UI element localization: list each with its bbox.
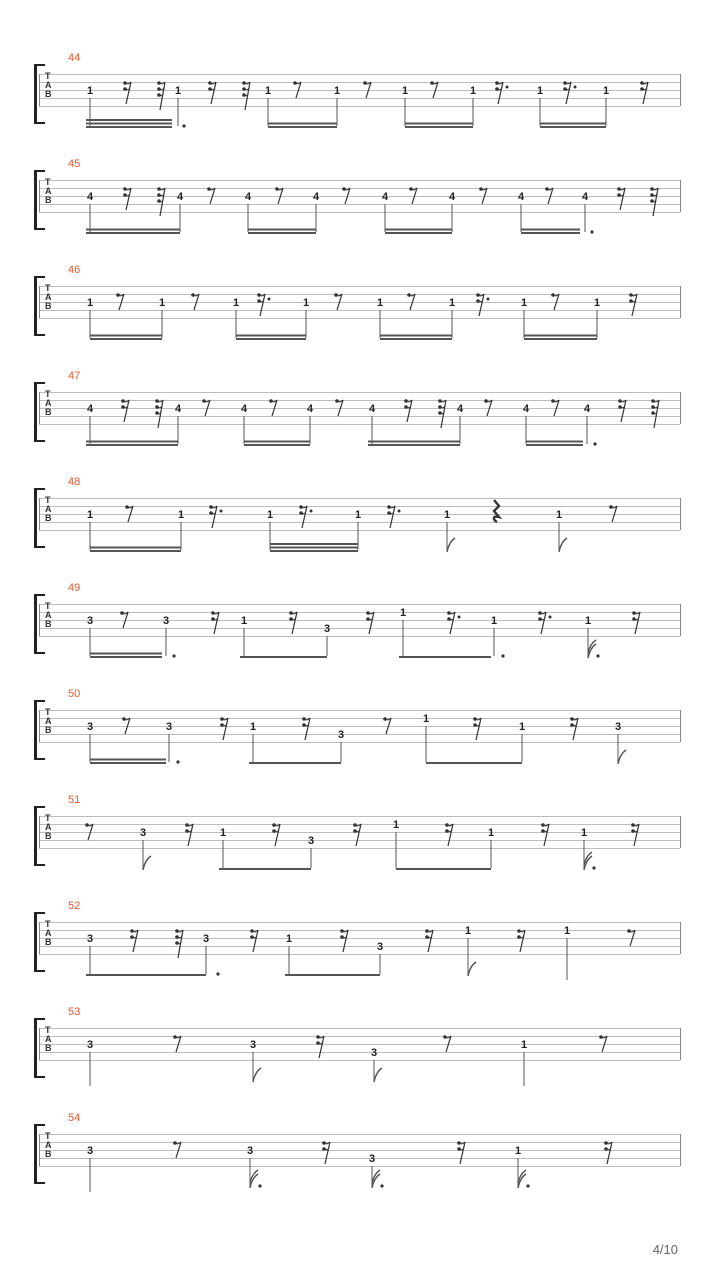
tab-clef-letter: A [45,1034,52,1044]
tab-clef-letter: T [45,1025,51,1035]
rest-16th-dot [299,505,312,528]
rest-32nd [242,81,250,110]
tab-system-52 [0,900,720,1006]
rest-8th [85,823,93,840]
rest-16th [366,611,374,634]
tab-clef-letter: T [45,389,51,399]
beam [380,338,452,340]
fret-number: 3 [202,933,210,945]
rest-16th [130,929,138,952]
beam [385,229,452,231]
rest-16th [445,823,453,846]
rest-16th [631,823,639,846]
fret-number: 4 [368,403,376,415]
beam [521,232,580,234]
fret-number: 1 [354,509,362,521]
fret-number: 1 [86,297,94,309]
tab-system-44 [0,52,720,158]
rest-8th [335,399,343,416]
fret-number: 3 [86,933,94,945]
beam [524,338,597,340]
beam [240,656,327,658]
dot [501,654,504,657]
rest-16th [473,717,481,740]
fret-number: 3 [165,721,173,733]
rest-quarter [494,500,499,522]
rest-8th [443,1035,451,1052]
rest-32nd [157,81,165,110]
tab-clef-letter: T [45,71,51,81]
fret-number: 1 [86,85,94,97]
rest-8th [293,81,301,98]
fret-number: 3 [86,1039,94,1051]
measure-number: 52 [68,900,81,912]
beam [524,335,597,337]
rest-8th [551,399,559,416]
rest-8th [383,717,391,734]
tab-clef-letter: A [45,80,52,90]
fret-number: 1 [174,85,182,97]
beam [90,762,166,764]
beam [426,762,522,764]
note-flag [143,856,151,870]
tab-clef-letter: T [45,707,51,717]
fret-number: 1 [333,85,341,97]
beam [526,444,583,446]
tab-clef-letter: A [45,186,52,196]
rest-8th [363,81,371,98]
tab-clef-letter: T [45,601,51,611]
beam [396,868,491,870]
note-flag [468,962,476,976]
rest-16th [457,1141,465,1164]
tab-clef-letter: A [45,398,52,408]
beam [244,441,310,443]
fret-number: 1 [177,509,185,521]
fret-number: 1 [555,509,563,521]
tab-clef-letter: T [45,177,51,187]
rest-8th [173,1141,181,1158]
rest-8th [191,293,199,310]
fret-number: 4 [86,191,94,203]
fret-number: 1 [593,297,601,309]
beam [219,868,311,870]
note-flag [518,1170,526,1183]
fret-number: 1 [464,925,472,937]
rest-16th [570,717,578,740]
fret-number: 4 [306,403,314,415]
rest-8th [609,505,617,522]
beam [526,441,583,443]
rest-8th [479,187,487,204]
fret-number: 3 [246,1145,254,1157]
rest-8th [269,399,277,416]
beam [270,543,358,545]
tab-clef-letter: T [45,495,51,505]
beam [248,232,316,234]
beam [268,123,337,125]
fret-number: 1 [487,827,495,839]
fret-number: 1 [518,721,526,733]
tab-clef-letter: B [45,301,52,311]
fret-number: 1 [266,509,274,521]
rest-16th [289,611,297,634]
tab-clef-letter: T [45,919,51,929]
fret-number: 3 [307,835,315,847]
fret-number: 1 [401,85,409,97]
fret-number: 3 [86,1145,94,1157]
fret-number: 1 [563,925,571,937]
rest-16th [123,81,131,104]
rest-16th [632,611,640,634]
note-flag [372,1170,380,1183]
fret-number: 3 [323,623,331,635]
fret-number: 4 [456,403,464,415]
beam [86,123,172,125]
rest-8th [275,187,283,204]
beam [405,123,473,125]
tab-system-50 [0,688,720,794]
fret-number: 4 [244,191,252,203]
fret-number: 1 [86,509,94,521]
rest-8th [120,611,128,628]
rest-8th [342,187,350,204]
rest-16th [353,823,361,846]
beam [244,444,310,446]
tab-clef-letter: A [45,504,52,514]
rest-32nd [175,929,183,958]
tab-clef-letter: B [45,89,52,99]
tab-clef-letter: A [45,928,52,938]
tab-system-47 [0,370,720,476]
rest-8th [334,293,342,310]
notation-layer [0,370,720,476]
fret-number: 3 [376,941,384,953]
note-flag [374,1068,382,1082]
page-number: 4/10 [652,1242,678,1257]
notation-layer [0,794,720,900]
fret-number: 4 [86,403,94,415]
rest-8th [125,505,133,522]
rest-16th-dot [209,505,222,528]
fret-number: 1 [422,713,430,725]
tab-system-45 [0,158,720,264]
notation-layer [0,688,720,794]
notation-layer [0,1006,720,1112]
beam [540,126,606,128]
beam [248,229,316,231]
dot [216,972,219,975]
rest-16th-dot [447,611,460,634]
rest-16th [541,823,549,846]
rest-8th [430,81,438,98]
fret-number: 1 [469,85,477,97]
dot [380,1184,383,1187]
rest-32nd [438,399,446,428]
tab-clef-letter: B [45,1149,52,1159]
tab-clef-letter: T [45,813,51,823]
tab-system-53 [0,1006,720,1112]
beam [368,441,460,443]
beam [86,232,180,234]
fret-number: 1 [392,819,400,831]
rest-16th [322,1141,330,1164]
beam [86,229,180,231]
rest-16th-dot [563,81,576,104]
beam [368,444,460,446]
tab-clef-letter: B [45,831,52,841]
tab-system-51 [0,794,720,900]
rest-16th [185,823,193,846]
fret-number: 3 [249,1039,257,1051]
rest-16th [211,611,219,634]
rest-8th [116,293,124,310]
fret-number: 1 [399,607,407,619]
measure-number: 47 [68,370,81,382]
rest-8th [407,293,415,310]
notation-layer [0,264,720,370]
rest-16th [208,81,216,104]
fret-number: 1 [158,297,166,309]
fret-number: 1 [448,297,456,309]
fret-number: 3 [86,721,94,733]
dot [258,1184,261,1187]
note-flag [618,750,626,764]
fret-number: 1 [232,297,240,309]
rest-16th-dot [387,505,400,528]
dot [172,654,175,657]
fret-number: 1 [264,85,272,97]
beam [236,335,306,337]
fret-number: 1 [285,933,293,945]
rest-16th [425,929,433,952]
measure-number: 54 [68,1112,81,1124]
rest-32nd [651,399,659,428]
beam [380,335,452,337]
rest-16th-dot [495,81,508,104]
measure-number: 48 [68,476,81,488]
note-flag [253,1068,261,1082]
dot [592,866,595,869]
beam [385,232,452,234]
rest-8th [173,1035,181,1052]
fret-number: 1 [584,615,592,627]
note-flag [588,640,596,653]
fret-number: 1 [520,1039,528,1051]
beam [249,762,341,764]
notation-layer [0,582,720,688]
fret-number: 1 [602,85,610,97]
fret-number: 4 [448,191,456,203]
fret-number: 3 [370,1047,378,1059]
dot [526,1184,529,1187]
beam [86,119,172,121]
fret-number: 4 [176,191,184,203]
dot [593,442,596,445]
measure-number: 51 [68,794,81,806]
rest-16th-dot [476,293,489,316]
beam [399,656,491,658]
rest-16th [617,187,625,210]
fret-number: 4 [522,403,530,415]
rest-16th [604,1141,612,1164]
fret-number: 1 [536,85,544,97]
fret-number: 4 [517,191,525,203]
beam [236,338,306,340]
beam [285,974,380,976]
measure-number: 44 [68,52,81,64]
dot [182,124,185,127]
rest-8th [409,187,417,204]
rest-16th [220,717,228,740]
fret-number: 1 [302,297,310,309]
fret-number: 1 [219,827,227,839]
fret-number: 3 [337,729,345,741]
measure-number: 49 [68,582,81,594]
rest-16th [618,399,626,422]
rest-8th [627,929,635,946]
note-flag [559,538,567,552]
fret-number: 1 [514,1145,522,1157]
rest-32nd [157,187,165,216]
fret-number: 3 [86,615,94,627]
fret-number: 3 [614,721,622,733]
tab-clef-letter: A [45,716,52,726]
fret-number: 1 [520,297,528,309]
tab-clef-letter: B [45,1043,52,1053]
beam [540,123,606,125]
rest-8th [545,187,553,204]
notation-layer [0,52,720,158]
tab-clef-letter: B [45,619,52,629]
rest-32nd [155,399,163,428]
beam [90,338,162,340]
dot [590,230,593,233]
rest-8th [484,399,492,416]
rest-16th [340,929,348,952]
dot [176,760,179,763]
notation-layer [0,900,720,1006]
beam [90,547,181,549]
measure-number: 53 [68,1006,81,1018]
beam [86,126,172,128]
tab-clef-letter: B [45,407,52,417]
fret-number: 4 [583,403,591,415]
beam [405,126,473,128]
beam [90,653,162,655]
tab-clef-letter: T [45,1131,51,1141]
beam [90,759,166,761]
beam [90,550,181,552]
tab-clef-letter: A [45,610,52,620]
beam [90,656,162,658]
measure-number: 50 [68,688,81,700]
rest-8th [599,1035,607,1052]
rest-16th [302,717,310,740]
notation-layer [0,476,720,582]
tab-clef-letter: B [45,725,52,735]
rest-32nd [650,187,658,216]
fret-number: 4 [581,191,589,203]
fret-number: 4 [174,403,182,415]
tab-system-49 [0,582,720,688]
fret-number: 4 [312,191,320,203]
tab-clef-letter: B [45,513,52,523]
rest-16th [629,293,637,316]
rest-16th-dot [257,293,270,316]
beam [86,974,206,976]
fret-number: 1 [376,297,384,309]
rest-16th [272,823,280,846]
beam [270,547,358,549]
fret-number: 3 [368,1153,376,1165]
tab-clef-letter: A [45,292,52,302]
rest-16th [316,1035,324,1058]
measure-number: 45 [68,158,81,170]
beam [86,444,178,446]
beam [521,229,580,231]
rest-16th [121,399,129,422]
rest-16th-dot [538,611,551,634]
beam [270,550,358,552]
rest-16th [404,399,412,422]
fret-number: 3 [139,827,147,839]
measure-number: 46 [68,264,81,276]
fret-number: 3 [162,615,170,627]
tab-system-54 [0,1112,720,1218]
tab-clef-letter: A [45,1140,52,1150]
tab-clef-letter: A [45,822,52,832]
beam [268,126,337,128]
note-flag [250,1170,258,1183]
rest-16th [123,187,131,210]
tab-clef-letter: B [45,937,52,947]
fret-number: 1 [240,615,248,627]
beam [86,441,178,443]
rest-16th [250,929,258,952]
note-flag [584,852,592,865]
rest-8th [122,717,130,734]
tab-system-48 [0,476,720,582]
fret-number: 1 [249,721,257,733]
rest-16th [640,81,648,104]
rest-16th [517,929,525,952]
fret-number: 1 [580,827,588,839]
tab-clef-letter: B [45,195,52,205]
notation-layer [0,158,720,264]
fret-number: 4 [240,403,248,415]
rest-8th [202,399,210,416]
tab-clef-letter: T [45,283,51,293]
fret-number: 1 [490,615,498,627]
dot [596,654,599,657]
rest-8th [551,293,559,310]
fret-number: 4 [381,191,389,203]
rest-8th [207,187,215,204]
tab-system-46 [0,264,720,370]
beam [90,335,162,337]
fret-number: 1 [443,509,451,521]
note-flag [447,538,455,552]
notation-layer [0,1112,720,1218]
